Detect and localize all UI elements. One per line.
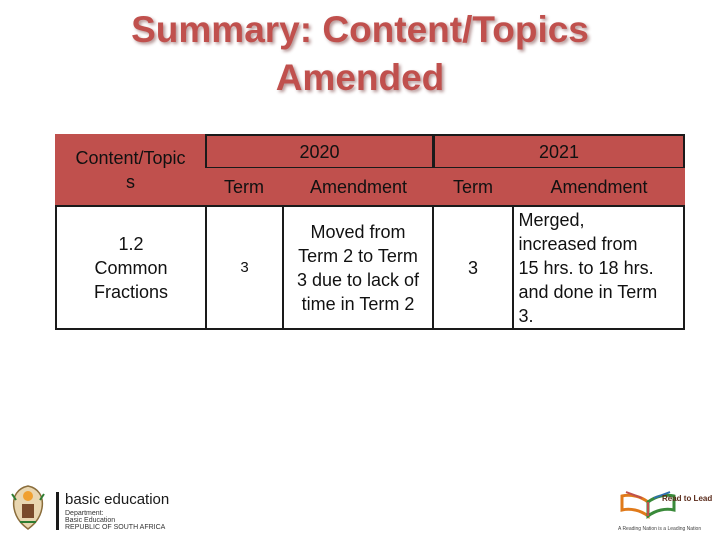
row-term-2021 [432,205,514,330]
amend-2020-line-4: time in Term 2 [301,293,415,314]
year-2020-label: 2020 [299,141,340,162]
amend-2021-line-5: 3. [518,305,534,326]
read-to-lead-text: Read to Lead [662,494,713,503]
amendment-2021-label: Amendment [550,177,648,197]
dept-line-3: REPUBLIC OF SOUTH AFRICA [65,524,166,531]
header-amendment-2020 [283,168,434,206]
topic-line-1: 1.2 [118,233,144,254]
row-term-2020 [205,205,284,330]
slogan-text: A Reading Nation is a Leading Nation [618,526,702,532]
row-amend-2021 [512,205,685,330]
title-line-2: Amended [275,57,445,98]
department-logo [8,482,238,534]
logo-divider [56,492,59,530]
year-2021-label: 2021 [538,141,580,162]
dept-name: basic education [65,491,170,508]
amend-2021-line-2: increased from [518,233,638,254]
row-amend-2020 [282,205,434,330]
read-to-lead-logo [612,488,712,538]
term-2020-value: 3 [240,258,249,276]
term-2021-value: 3 [467,257,478,278]
header-amendment-2021 [513,168,685,206]
amendment-2020-label: Amendment [309,177,408,197]
term-2021-label: Term [453,177,493,197]
header-term-2020 [205,168,283,206]
dept-line-1: Department: [65,510,104,517]
amend-2021-line-4: and done in Term [518,281,658,302]
term-2020-label: Term [224,177,264,197]
row-topic-cell [55,205,207,330]
title-line-1: Summary: Content/Topics [131,9,589,50]
amend-2021-line-1: Merged, [518,209,585,230]
header-topic-cell [55,134,206,206]
topic-line-2: Common [94,257,168,278]
header-topic-line-2: s [126,172,135,192]
header-topic-line-1: Content/Topic [75,148,186,168]
header-year-2021 [433,134,685,169]
open-book-icon [618,488,678,520]
header-year-2020 [205,134,434,169]
header-term-2021 [433,168,513,206]
amend-2021-line-3: 15 hrs. to 18 hrs. [518,257,654,278]
amend-2020-line-3: 3 due to lack of [296,269,420,290]
page-title [0,6,720,102]
amend-2020-line-2: Term 2 to Term [298,245,418,266]
amend-2020-line-1: Moved from [310,221,406,242]
coat-of-arms-icon [8,482,48,532]
topic-line-3: Fractions [93,281,169,302]
dept-line-2: Basic Education [65,517,116,524]
